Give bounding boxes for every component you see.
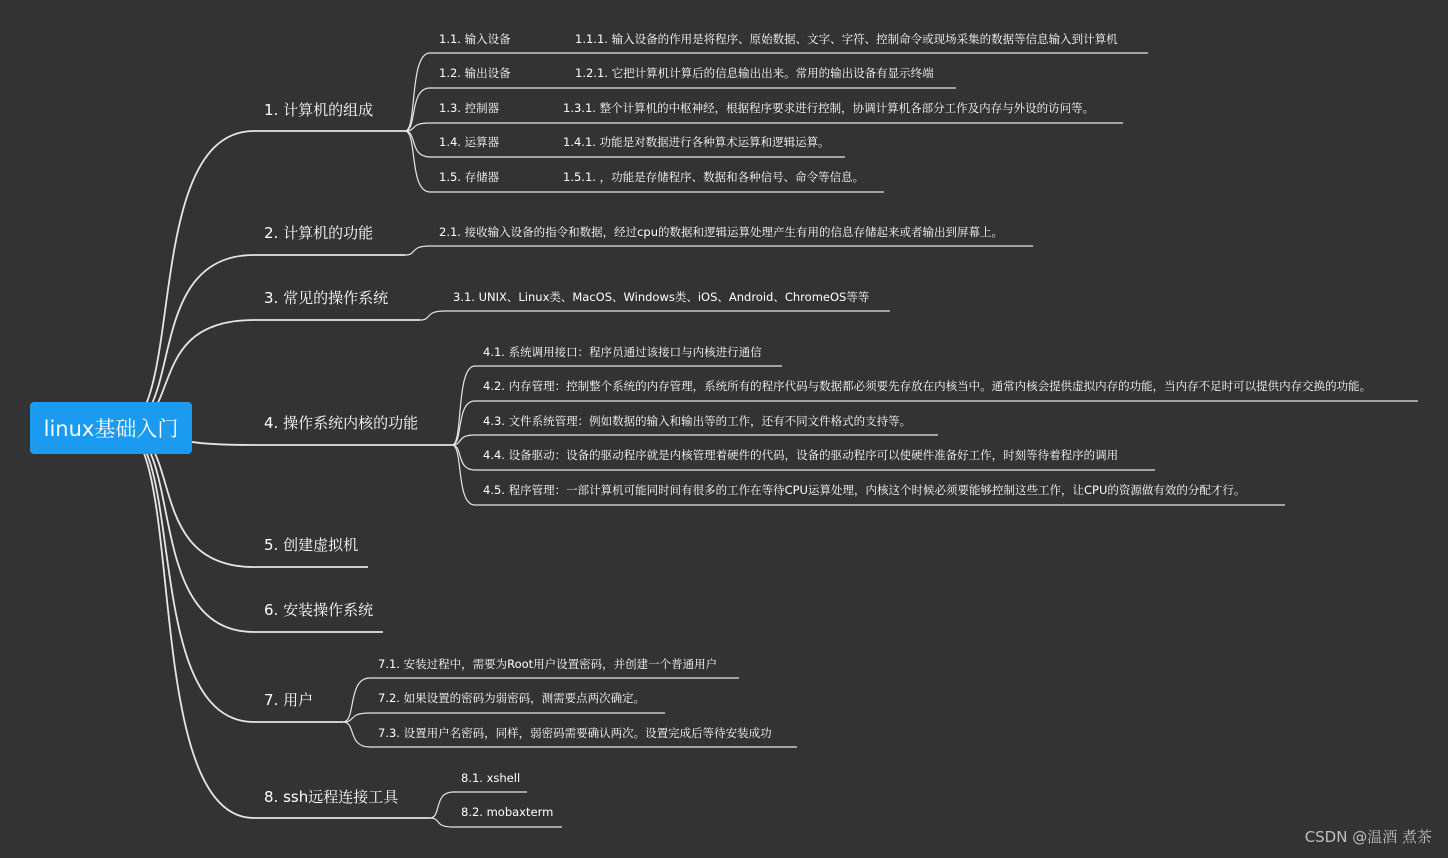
root-link-6 <box>120 428 254 632</box>
link-7-3 <box>343 722 370 747</box>
detail-1-2-1[interactable]: 1.2.1. 它把计算机计算后的信息输出出来。常用的输出设备有显示终端 <box>575 66 934 80</box>
subtopic-4-1[interactable]: 4.1. 系统调用接口：程序员通过该接口与内核进行通信 <box>483 345 762 359</box>
subtopic-1-2[interactable]: 1.2. 输出设备 <box>439 66 511 80</box>
subtopic-1-4[interactable]: 1.4. 运算器 <box>439 135 500 149</box>
subtopic-3-1[interactable]: 3.1. UNIX、Linux类、MacOS、Windows类、iOS、Android、ChromeOS等等 <box>453 290 870 304</box>
subtopic-4-2[interactable]: 4.2. 内存管理：控制整个系统的内存管理，系统所有的程序代码与数据都必须要先存放在内核当中。通常内核会提供虚拟内存的功能，当内存不足时可以提供内存交换的功能。 <box>483 379 1372 393</box>
link-1-5 <box>405 131 430 192</box>
root-link-8 <box>120 428 254 818</box>
root-link-1 <box>120 131 254 428</box>
link-4-1 <box>452 366 475 445</box>
subtopic-7-1[interactable]: 7.1. 安装过程中，需要为Root用户设置密码，并创建一个普通用户 <box>378 657 718 671</box>
detail-1-3-1[interactable]: 1.3.1. 整个计算机的中枢神经，根据程序要求进行控制，协调计算机各部分工作及内存与外设的访问等。 <box>563 101 1095 115</box>
subtopic-4-5[interactable]: 4.5. 程序管理：一部计算机可能同时间有很多的工作在等待CPU运算处理，内核这个时候必须要能够控制这些工作，让CPU的资源做有效的分配才行。 <box>483 483 1246 497</box>
link-3-1 <box>420 311 445 320</box>
subtopic-7-3[interactable]: 7.3. 设置用户名密码，同样，弱密码需要确认两次。设置完成后等待安装成功 <box>378 726 772 740</box>
subtopic-2-1[interactable]: 2.1. 接收输入设备的指令和数据，经过cpu的数据和逻辑运算处理产生有用的信息存储起来或者输出到屏幕上。 <box>439 225 1004 239</box>
link-1-4 <box>405 131 430 157</box>
detail-1-4-1[interactable]: 1.4.1. 功能是对数据进行各种算术运算和逻辑运算。 <box>563 135 830 149</box>
watermark: CSDN @温酒 煮茶 <box>1304 828 1432 846</box>
topic-kernel-functions[interactable]: 4. 操作系统内核的功能 <box>264 414 419 432</box>
subtopic-1-5[interactable]: 1.5. 存储器 <box>439 170 500 184</box>
topic-ssh-tools[interactable]: 8. ssh远程连接工具 <box>264 788 399 806</box>
detail-1-1-1[interactable]: 1.1.1. 输入设备的作用是将程序、原始数据、文字、字符、控制命令或现场采集的数据等信息输入到计算机 <box>575 32 1118 46</box>
link-8-1 <box>430 792 453 818</box>
topic-create-vm[interactable]: 5. 创建虚拟机 <box>264 536 359 554</box>
subtopic-8-1[interactable]: 8.1. xshell <box>461 771 521 785</box>
root-label: linux基础入门 <box>43 417 179 441</box>
link-1-1 <box>405 53 430 131</box>
root-node[interactable] <box>30 402 192 454</box>
topic-users[interactable]: 7. 用户 <box>264 691 314 709</box>
subtopic-1-1[interactable]: 1.1. 输入设备 <box>439 32 511 46</box>
subtopic-1-3[interactable]: 1.3. 控制器 <box>439 101 500 115</box>
link-4-5 <box>452 445 475 505</box>
link-8-2 <box>430 818 453 827</box>
subtopic-7-2[interactable]: 7.2. 如果设置的密码为弱密码，测需要点两次确定。 <box>378 691 646 705</box>
topic-computer-functions[interactable]: 2. 计算机的功能 <box>264 224 374 242</box>
link-2-1 <box>405 246 430 255</box>
detail-1-5-1[interactable]: 1.5.1. ，功能是存储程序、数据和各种信号、命令等信息。 <box>563 170 865 184</box>
topic-common-os[interactable]: 3. 常见的操作系统 <box>264 289 389 307</box>
topic-computer-composition[interactable]: 1. 计算机的组成 <box>264 101 374 119</box>
subtopic-4-4[interactable]: 4.4. 设备驱动：设备的驱动程序就是内核管理着硬件的代码，设备的驱动程序可以使硬件准备好工作，时刻等待着程序的调用 <box>483 448 1119 462</box>
subtopic-8-2[interactable]: 8.2. mobaxterm <box>461 805 554 819</box>
link-4-2 <box>452 401 475 445</box>
topic-install-os[interactable]: 6. 安装操作系统 <box>264 601 374 619</box>
subtopic-4-3[interactable]: 4.3. 文件系统管理：例如数据的输入和输出等的工作，还有不同文件格式的支持等。 <box>483 414 912 428</box>
root-link-7 <box>120 428 254 722</box>
